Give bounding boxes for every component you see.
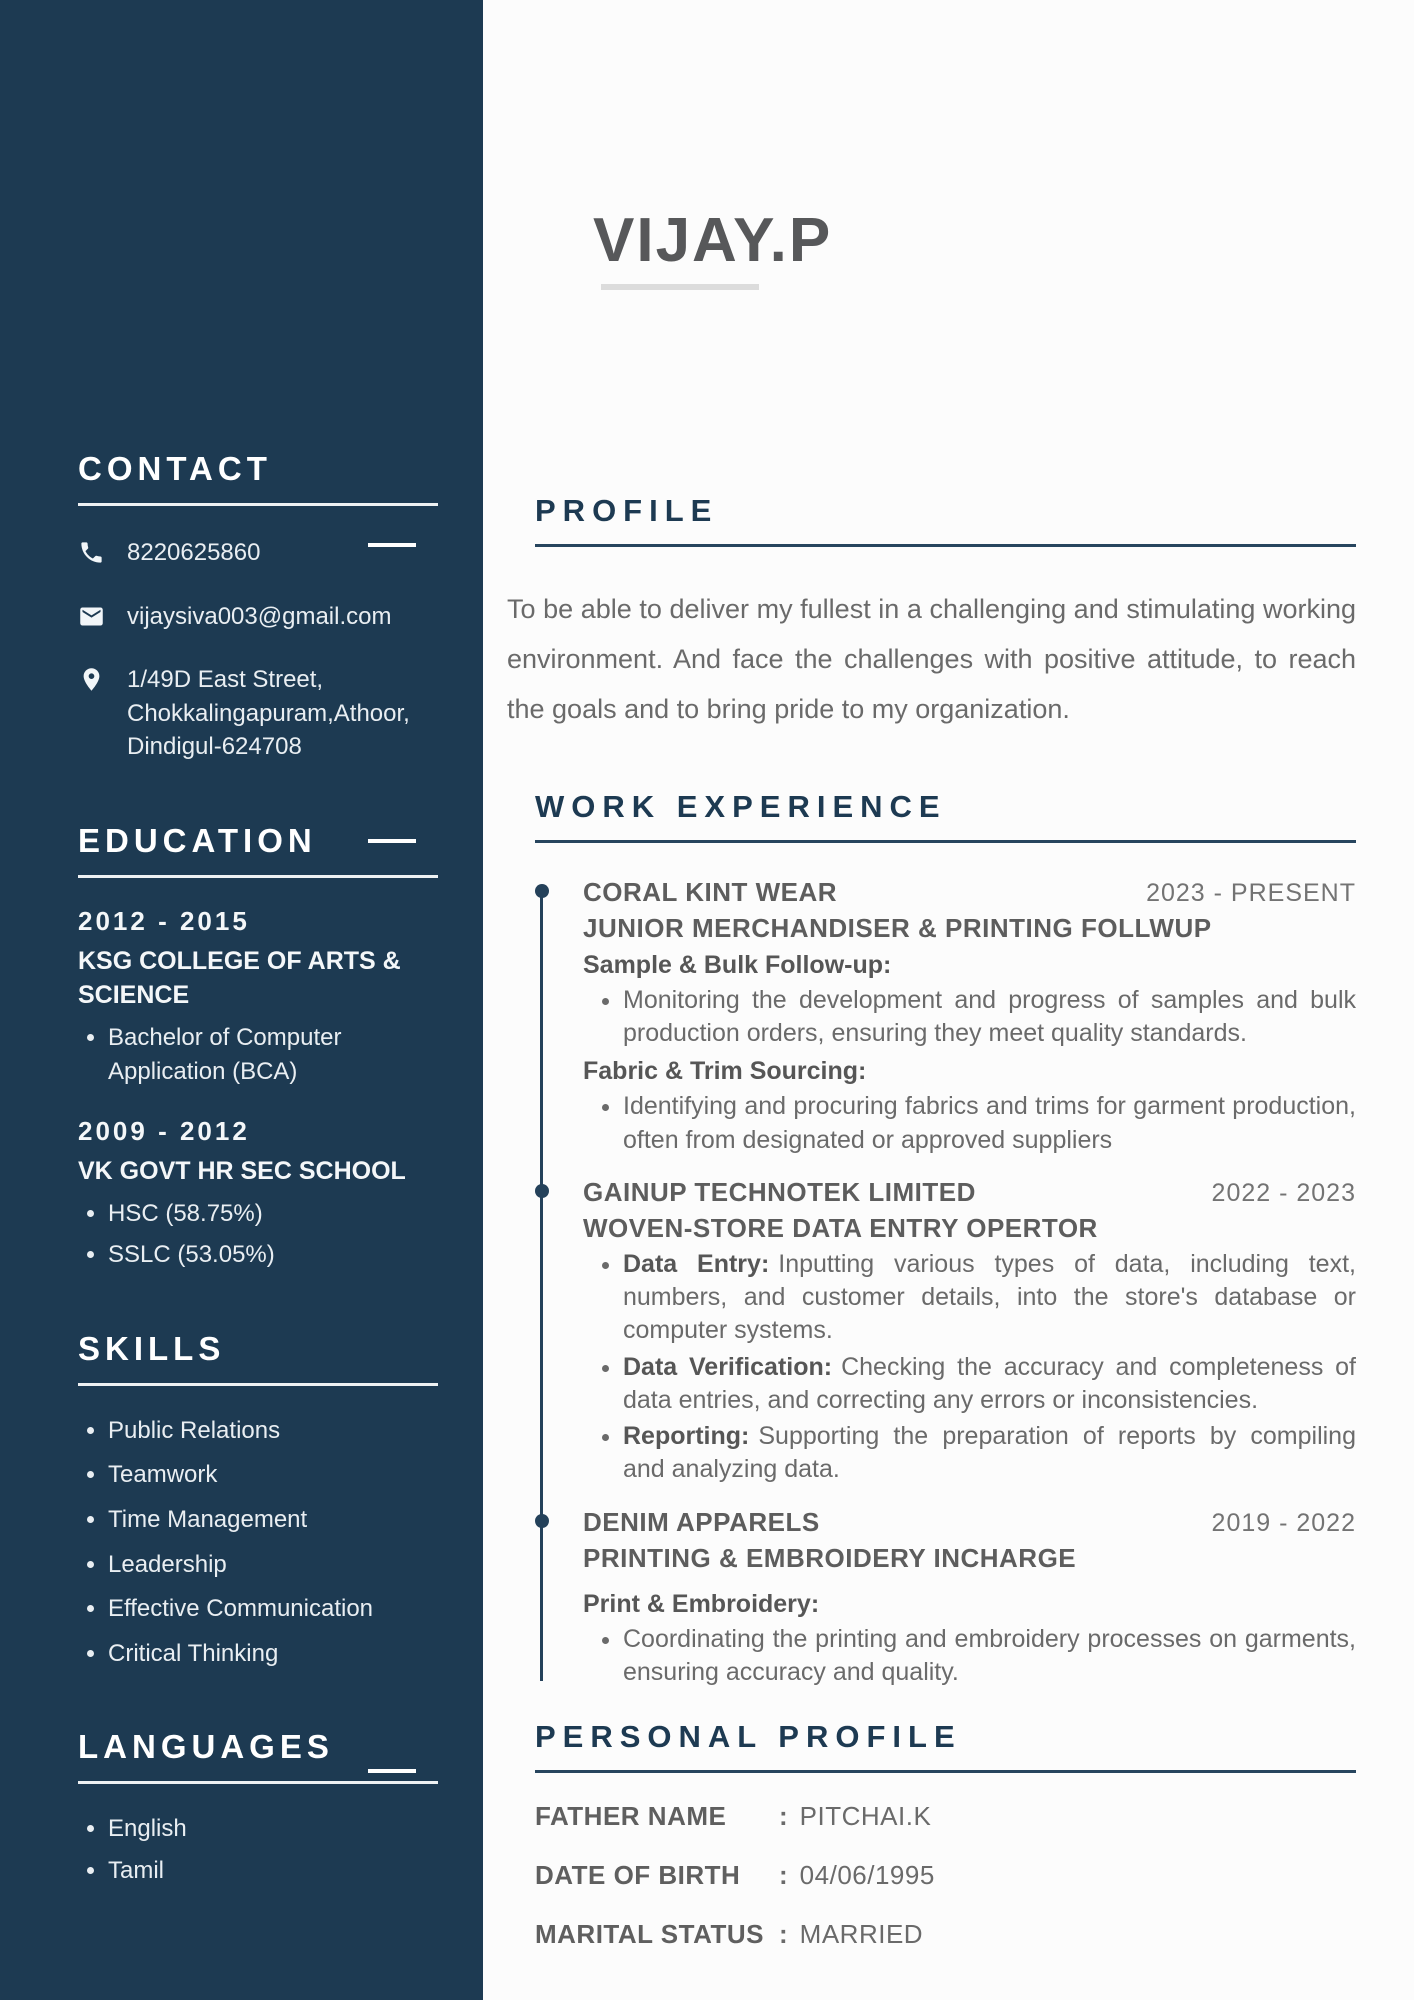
job-period: 2022 - 2023	[1211, 1178, 1356, 1207]
email-address: vijaysiva003@gmail.com	[127, 602, 392, 630]
bullet-text: Inputting various types of data, including text, numbers, and customer details, into the store's database or computer systems.	[623, 1249, 1356, 1345]
education-title: EDUCATION	[78, 821, 317, 859]
phone-row	[78, 536, 438, 570]
entry-school: VK GOVT HR SEC SCHOOL	[78, 1157, 406, 1186]
job-entry	[583, 1177, 1356, 1487]
skill-item: • Time Management	[108, 1503, 438, 1537]
work-experience-title: WORK EXPERIENCE	[535, 788, 947, 824]
personal-row	[535, 1919, 1356, 1950]
personal-separator: :	[779, 1919, 788, 1950]
personal-row	[535, 1860, 1356, 1891]
address-line: Dindigul-624708	[127, 733, 302, 761]
personal-row	[535, 1801, 1356, 1832]
phone-icon	[78, 539, 105, 566]
name-underline	[601, 284, 759, 290]
timeline-dot	[535, 1514, 549, 1528]
sidebar-accent-dash	[368, 543, 416, 547]
personal-value: 04/06/1995	[799, 1860, 935, 1891]
entry-years: 2012 - 2015	[78, 905, 250, 936]
job-section-heading: Sample & Bulk Follow-up:	[583, 950, 892, 979]
address-line: Chokkalingapuram,Athoor,	[127, 699, 410, 727]
profile-title: PROFILE	[535, 493, 719, 528]
phone-number: 8220625860	[127, 539, 261, 566]
job-bullet	[623, 1623, 1356, 1690]
personal-label: MARITAL STATUS	[535, 1919, 764, 1950]
address-row	[78, 663, 438, 764]
contact-section	[78, 450, 438, 764]
job-role: PRINTING & EMBROIDERY INCHARGE	[583, 1542, 1077, 1573]
languages-list	[78, 1812, 438, 1887]
bullet-text: Checking the accuracy and completeness of data entries, and correcting any errors or inconsistencies.	[623, 1352, 1356, 1414]
entry-detail-item: • HSC (58.75%)	[108, 1197, 438, 1231]
entry-school: KSG COLLEGE OF ARTS & SCIENCE	[78, 946, 401, 1010]
entry-detail-item: • Bachelor of Computer Application (BCA)	[108, 1021, 438, 1088]
job-bullet	[623, 984, 1356, 1051]
languages-section	[78, 1728, 438, 1887]
skill-item: • Critical Thinking	[108, 1637, 438, 1671]
timeline-line	[540, 891, 543, 1681]
skill-item: • Effective Communication	[108, 1592, 438, 1626]
job-bullet	[623, 1351, 1356, 1418]
address-line: 1/49D East Street,	[127, 666, 324, 694]
skills-section	[78, 1330, 438, 1671]
job-entry	[583, 877, 1356, 1157]
sidebar-accent-dash	[368, 839, 416, 843]
job-role: WOVEN-STORE DATA ENTRY OPERTOR	[583, 1212, 1098, 1243]
education-entry	[78, 906, 438, 1088]
company-name: GAINUP TECHNOTEK LIMITED	[583, 1176, 976, 1207]
skill-item: • Public Relations	[108, 1414, 438, 1448]
entry-detail-list	[78, 1197, 438, 1272]
language-item: • English	[108, 1812, 438, 1846]
personal-separator: :	[779, 1860, 788, 1891]
candidate-name: VIJAY.P	[593, 206, 833, 275]
skills-title: SKILLS	[78, 1329, 226, 1367]
company-name: DENIM APPARELS	[583, 1506, 820, 1537]
job-role: JUNIOR MERCHANDISER & PRINTING FOLLWUP	[583, 912, 1212, 943]
work-timeline	[535, 877, 1356, 1689]
job-section-heading: Print & Embroidery:	[583, 1589, 820, 1618]
personal-profile-section	[535, 1719, 1356, 1950]
job-bullet-list	[583, 1090, 1356, 1157]
skills-list	[78, 1414, 438, 1671]
personal-value: MARRIED	[799, 1919, 924, 1950]
entry-years: 2009 - 2012	[78, 1116, 250, 1147]
entry-detail-list	[78, 1021, 438, 1088]
contact-title: CONTACT	[78, 450, 272, 487]
language-item: • Tamil	[108, 1854, 438, 1888]
languages-title: LANGUAGES	[78, 1728, 334, 1766]
education-underline	[78, 875, 438, 878]
bullet-text: Coordinating the printing and embroidery processes on garments, ensuring accuracy and quality.	[623, 1624, 1356, 1686]
bullet-text: Identifying and procuring fabrics and trims for garment production, often from designated or approved suppliers	[623, 1092, 1356, 1154]
personal-value: PITCHAI.K	[799, 1801, 932, 1832]
timeline-dot	[535, 1184, 549, 1198]
personal-label: FATHER NAME	[535, 1801, 727, 1832]
address-text	[127, 663, 410, 764]
job-header	[583, 1507, 1356, 1538]
skills-underline	[78, 1383, 438, 1386]
work-experience-underline	[535, 840, 1356, 843]
job-bullet-list	[583, 984, 1356, 1051]
education-section	[78, 822, 438, 1272]
job-header	[583, 877, 1356, 908]
job-bullet	[623, 1420, 1356, 1487]
work-experience-section	[535, 789, 1356, 1689]
sidebar	[0, 0, 483, 2000]
personal-profile-underline	[535, 1770, 1356, 1773]
job-period: 2023 - PRESENT	[1146, 878, 1356, 907]
job-period: 2019 - 2022	[1211, 1508, 1356, 1537]
job-bullet-list	[583, 1623, 1356, 1690]
profile-section	[507, 493, 1356, 735]
education-entry	[78, 1116, 438, 1272]
contact-underline	[78, 503, 438, 506]
languages-underline	[78, 1781, 438, 1784]
job-bullet	[623, 1090, 1356, 1157]
personal-rows	[535, 1801, 1356, 1950]
company-name: CORAL KINT WEAR	[583, 876, 838, 907]
skill-item: • Leadership	[108, 1548, 438, 1582]
bullet-text: Supporting the preparation of reports by compiling and analyzing data.	[623, 1422, 1356, 1484]
job-bullet-list	[583, 1248, 1356, 1487]
personal-label: DATE OF BIRTH	[535, 1860, 741, 1891]
entry-detail-item: • SSLC (53.05%)	[108, 1238, 438, 1272]
job-section-heading: Fabric & Trim Sourcing:	[583, 1057, 867, 1086]
personal-separator: :	[779, 1801, 788, 1832]
bullet-lead: Data Verification:	[623, 1352, 833, 1381]
bullet-lead: Data Entry:	[623, 1249, 770, 1278]
sidebar-accent-dash	[368, 1769, 416, 1773]
personal-profile-title: PERSONAL PROFILE	[535, 1719, 962, 1755]
main-column	[483, 0, 1414, 2000]
timeline-dot	[535, 884, 549, 898]
bullet-lead: Reporting:	[623, 1422, 750, 1451]
envelope-icon	[78, 603, 105, 630]
job-bullet	[623, 1248, 1356, 1348]
bullet-text: Monitoring the development and progress of samples and bulk production orders, ensuring they meet quality standards.	[623, 985, 1356, 1048]
profile-underline	[535, 544, 1356, 547]
location-pin-icon	[78, 666, 105, 693]
skill-item: • Teamwork	[108, 1458, 438, 1492]
email-row	[78, 600, 438, 634]
job-header	[583, 1177, 1356, 1208]
job-entry	[583, 1507, 1356, 1690]
profile-text: To be able to deliver my fullest in a challenging and stimulating working environment. And face the challenges with positive attitude, to reach the goals and to bring pride to my organization.	[507, 594, 1356, 724]
